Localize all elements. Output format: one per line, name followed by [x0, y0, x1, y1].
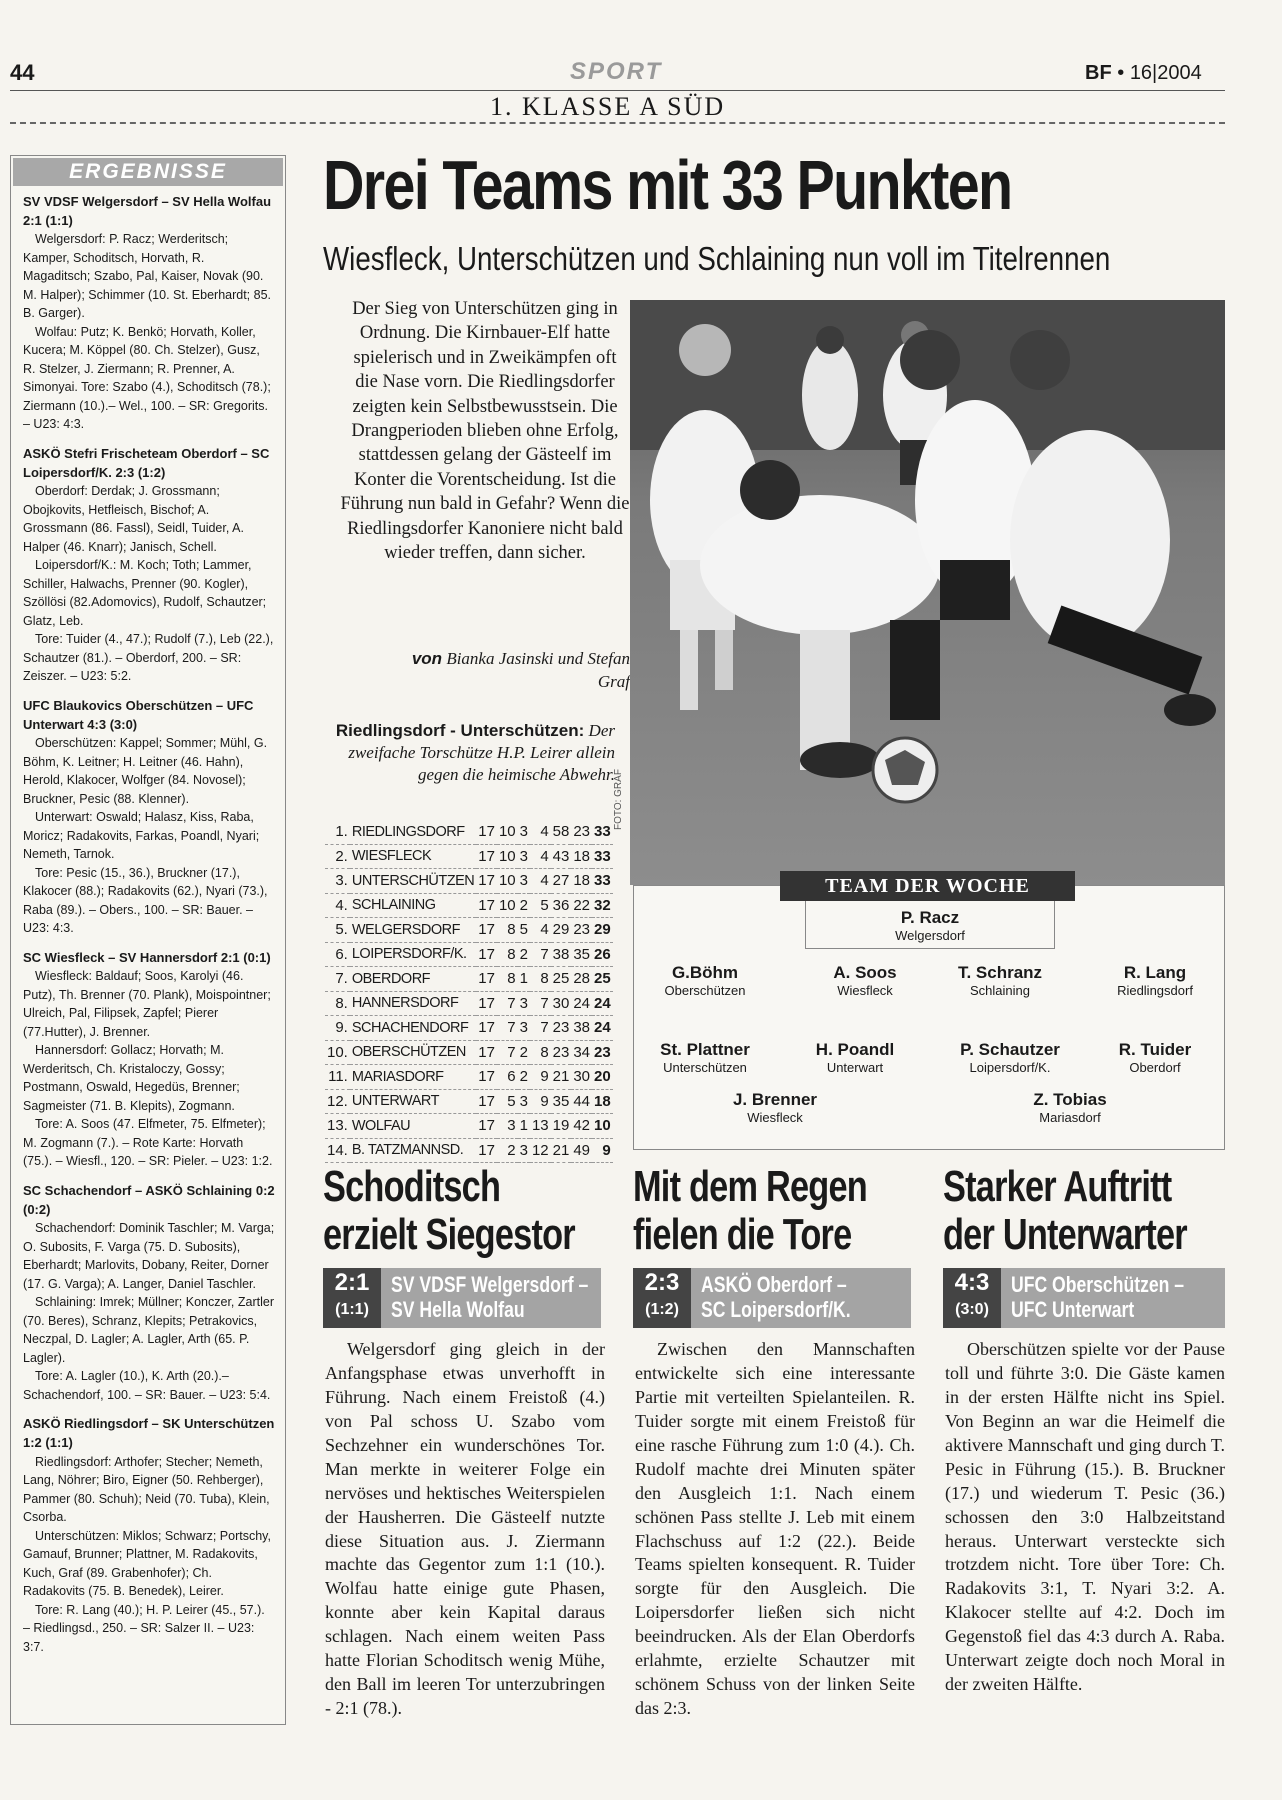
- table-row: [325, 942, 613, 967]
- standing-wins: 10: [497, 893, 518, 918]
- result-match: SC Wiesfleck – SV Hannersdorf 2:1 (0:1): [23, 949, 271, 965]
- result-lineup: Oberdorf: Derdak; J. Grossmann; Obojkovits, Hetfleisch, Bischof; A. Grossmann (86. Fassl), Seidl, Tuider, A. Halper (46. Knarr); Janisch, Schell.: [23, 484, 244, 554]
- standing-goals-against: 23: [571, 820, 592, 844]
- article-headline: der Unterwarter: [943, 1210, 1187, 1259]
- team-home: ASKÖ Oberdorf –: [701, 1272, 847, 1297]
- standing-team: B. TATZMANNSD.: [350, 1138, 476, 1163]
- final-score: [633, 1268, 691, 1328]
- standing-losses: 9: [530, 1065, 551, 1090]
- table-row: [325, 967, 613, 992]
- standing-points: 18: [592, 1089, 613, 1114]
- standing-draws: 1: [518, 1114, 530, 1139]
- standing-team: LOIPERSDORF/K.: [350, 942, 476, 967]
- standing-goals-for: 38: [551, 942, 572, 967]
- standing-position: 6.: [325, 942, 350, 967]
- standing-losses: 4: [530, 869, 551, 894]
- standing-team: WELGERSDORF: [350, 918, 476, 943]
- standing-points: 24: [592, 991, 613, 1016]
- player-name: A. Soos: [833, 963, 897, 982]
- standing-points: 33: [592, 820, 613, 844]
- table-row: [325, 1138, 613, 1163]
- player-name: P. Racz: [900, 908, 960, 927]
- score: 4:3: [954, 1269, 990, 1296]
- team-player: [985, 1090, 1155, 1125]
- standing-losses: 9: [530, 1089, 551, 1114]
- standing-draws: 3: [518, 1138, 530, 1163]
- result-block: [11, 440, 285, 692]
- standing-wins: 7: [497, 1016, 518, 1041]
- page-number: 44: [10, 60, 35, 85]
- team-player: [915, 963, 1085, 998]
- result-block: [11, 692, 285, 944]
- player-club: Mariasdorf: [1039, 1110, 1101, 1125]
- standing-wins: 8: [497, 918, 518, 943]
- table-row: [325, 1114, 613, 1139]
- player-name: R. Lang: [1123, 963, 1187, 982]
- standing-team: UNTERSCHÜTZEN: [350, 869, 476, 894]
- standing-team: UNTERWART: [350, 1089, 476, 1114]
- standing-points: 24: [592, 1016, 613, 1041]
- standing-played: 17: [476, 820, 497, 844]
- standing-losses: 8: [530, 967, 551, 992]
- standing-losses: 4: [530, 844, 551, 869]
- standing-played: 17: [476, 893, 497, 918]
- final-score: [323, 1268, 381, 1328]
- standing-team: SCHACHENDORF: [350, 1016, 476, 1041]
- standing-played: 17: [476, 1138, 497, 1163]
- standing-position: 13.: [325, 1114, 350, 1139]
- standing-goals-for: 29: [551, 918, 572, 943]
- result-lineup: Wiesfleck: Baldauf; Soos, Karolyi (46. Putz), Th. Brenner (70. Plank), Moispointner; Ulreich, Pal, Filipsek, Zapfel; Pierer (77.Hutter), J. Brenner.: [23, 969, 271, 1039]
- standing-played: 17: [476, 844, 497, 869]
- team-player: [620, 1040, 790, 1075]
- halftime-score: (1:1): [335, 1301, 369, 1318]
- result-lineup: Tore: A. Soos (47. Elfmeter, 75. Elfmeter); M. Zogmann (7.). – Rote Karte: Horvath (75.). – Wiesfl., 120. – SR: Pieler. – U23: 1:2.: [23, 1117, 273, 1169]
- standing-played: 17: [476, 942, 497, 967]
- standing-team: WOLFAU: [350, 1114, 476, 1139]
- publication-info: [1085, 62, 1202, 85]
- standing-goals-for: 23: [551, 1040, 572, 1065]
- standing-position: 5.: [325, 918, 350, 943]
- subheadline: Wiesfleck, Unterschützen und Schlaining nun voll im Titelrennen: [323, 240, 1111, 277]
- standing-draws: 3: [518, 869, 530, 894]
- player-name: R. Tuider: [1118, 1040, 1192, 1059]
- article-body: [635, 1338, 915, 1721]
- player-name: G.Böhm: [671, 963, 739, 982]
- standing-goals-for: 27: [551, 869, 572, 894]
- caption-match: Riedlingsdorf - Unterschützen:: [335, 721, 585, 740]
- player-club: Riedlingsdorf: [1117, 983, 1193, 998]
- standing-goals-for: 43: [551, 844, 572, 869]
- standing-draws: 2: [518, 1065, 530, 1090]
- result-match: UFC Blaukovics Oberschützen – UFC Unterwart 4:3 (3:0): [23, 697, 254, 733]
- standing-losses: 4: [530, 820, 551, 844]
- table-row: [325, 991, 613, 1016]
- result-block: [11, 188, 285, 440]
- standing-draws: 2: [518, 942, 530, 967]
- standing-points: 29: [592, 918, 613, 943]
- standing-played: 17: [476, 1040, 497, 1065]
- result-block: [11, 944, 285, 1177]
- standing-goals-for: 21: [551, 1138, 572, 1163]
- standing-draws: 5: [518, 918, 530, 943]
- standing-draws: 3: [518, 844, 530, 869]
- standing-team: OBERSCHÜTZEN: [350, 1040, 476, 1065]
- standing-played: 17: [476, 1089, 497, 1114]
- article-score-bar: [633, 1268, 911, 1328]
- standing-wins: 8: [497, 967, 518, 992]
- standing-goals-against: 28: [571, 967, 592, 992]
- standing-draws: 3: [518, 820, 530, 844]
- match-photo: [630, 300, 1225, 885]
- match-teams: [391, 1272, 588, 1322]
- player-name: P. Schautzer: [960, 1040, 1060, 1059]
- standing-draws: 3: [518, 1089, 530, 1114]
- result-lineup: Tore: A. Lagler (10.), K. Arth (20.).– Schachendorf, 100. – SR: Bauer. – U23: 5:4.: [23, 1369, 271, 1402]
- standing-goals-for: 58: [551, 820, 572, 844]
- header-dashed-rule: [10, 122, 1225, 124]
- result-lineup: Schlaining: Imrek; Müllner; Konczer, Zartler (70. Beres), Schranz, Klepits; Petrakovics, Neczpal, D. Lagler; A. Lagler, Arth (65. P. Lagler).: [23, 1295, 274, 1365]
- byline: [380, 648, 630, 694]
- standing-points: 32: [592, 893, 613, 918]
- standing-position: 7.: [325, 967, 350, 992]
- player-club: Oberdorf: [1129, 1060, 1181, 1075]
- standing-losses: 12: [530, 1138, 551, 1163]
- standing-played: 17: [476, 1114, 497, 1139]
- result-lineup: Unterschützen: Miklos; Schwarz; Portschy, Gamauf, Brunner; Plattner, M. Radakovits, Kuch, Graf (89. Grabenhofer); Ch. Radakovits (75. B. Benedek), Leirer.: [23, 1528, 271, 1599]
- table-row: [325, 918, 613, 943]
- result-lineup: Hannersdorf: Gollacz; Horvath; M. Werderitsch, Ch. Kristaloczy, Gossy; Postmann, Oswald, Hegedüs, Brenner; Sagmeister (71. B. Klepits), Zogmann.: [23, 1043, 240, 1113]
- player-club: Welgersdorf: [895, 928, 965, 943]
- team-away: UFC Unterwart: [1011, 1297, 1135, 1322]
- article-text: Zwischen den Mannschaften entwickelte sich eine interessante Partie mit verteilten Spielanteilen. R. Tuider sorgte mit einem Freistoß für eine rasche Führung zum 1:0 (4.). Ch. Rudolf machte drei Minuten später den Ausgleich 1:1. Nach einem schönen Pass stellte J. Leb mit einem Flachschuss auf 1:2 (22.). Beide Teams spielten konsequent. R. Tuider sorgte für den Ausgleich. Die Loipersdorfer ließen sich nicht beeindrucken. Als der Elan Oberdorfs erlahmte, erzielte Schautzer mit schönem Schuss von der linken Seite das 2:3.: [635, 1339, 915, 1719]
- standing-played: 17: [476, 869, 497, 894]
- table-row: [325, 1089, 613, 1114]
- standing-goals-against: 18: [571, 844, 592, 869]
- standing-wins: 7: [497, 1040, 518, 1065]
- standing-points: 25: [592, 967, 613, 992]
- standing-goals-against: 42: [571, 1114, 592, 1139]
- result-lineup: Tore: Pesic (15., 36.), Bruckner (17.), Klakocer (88.); Radakovits (62.), Nyari (73.), Raba (89.). – Obers., 100. – SR: Bauer. – U23: 4:3.: [23, 865, 268, 936]
- standing-position: 10.: [325, 1040, 350, 1065]
- article-body: [325, 1338, 605, 1721]
- standing-wins: 10: [497, 869, 518, 894]
- results-sidebar: [10, 155, 286, 1725]
- player-club: Loipersdorf/K.: [969, 1060, 1051, 1075]
- publication-name: BF: [1085, 62, 1112, 84]
- standing-wins: 8: [497, 942, 518, 967]
- final-score: [943, 1268, 1001, 1328]
- standing-draws: 3: [518, 991, 530, 1016]
- player-club: Unterschützen: [663, 1060, 747, 1075]
- standing-team: SCHLAINING: [350, 893, 476, 918]
- player-name: St. Plattner: [660, 1040, 750, 1059]
- standing-played: 17: [476, 1016, 497, 1041]
- standings-table: [325, 820, 613, 1163]
- standing-position: 8.: [325, 991, 350, 1016]
- result-lineup: Unterwart: Oswald; Halasz, Kiss, Raba, Moricz; Radakovits, Farkas, Poandl, Nyari; Nemeth, Tarnok.: [23, 810, 260, 862]
- table-row: [325, 869, 613, 894]
- table-row: [325, 820, 613, 844]
- halftime-score: (1:2): [645, 1301, 679, 1318]
- issue-number: 16|2004: [1129, 62, 1202, 84]
- standing-goals-against: 35: [571, 942, 592, 967]
- standing-draws: 1: [518, 967, 530, 992]
- standing-position: 2.: [325, 844, 350, 869]
- result-lineup: Loipersdorf/K.: M. Koch; Toth; Lammer, Schiller, Halwachs, Prenner (90. Kogler), Szöllösi (82.Adomovics), Rudolf, Schautzer; Glatz, Leb.: [23, 558, 267, 628]
- result-match: ASKÖ Stefri Frischeteam Oberdorf – SC Loipersdorf/K. 2:3 (1:2): [23, 445, 270, 481]
- standing-position: 4.: [325, 893, 350, 918]
- table-row: [325, 1016, 613, 1041]
- standing-goals-for: 21: [551, 1065, 572, 1090]
- standing-goals-for: 19: [551, 1114, 572, 1139]
- standing-points: 33: [592, 869, 613, 894]
- article-text: Welgersdorf ging gleich in der Anfangsphase etwas unverhofft in Führung. Nach einem Freistoß (4.) von Pal schoss U. Szabo vom Sechzehner ein wunderschönes Tor. Man merkte in weiterer Folge ein nervöses und hektisches Weiterspielen der Hausherren. Die Gästeelf nutzte diese Situation aus. J. Ziermann machte das Gegentor zum 1:1 (10.). Wolfau hatte einige gute Phasen, konnte aber kein Kapital daraus schlagen. Nach einem weiten Pass hatte Florian Schoditsch wenig Mühe, den Ball im leeren Tor unterzubringen - 2:1 (78.).: [325, 1339, 605, 1719]
- byline-prefix: von: [411, 649, 443, 668]
- team-player: [1070, 963, 1240, 998]
- standing-team: MARIASDORF: [350, 1065, 476, 1090]
- player-club: Wiesfleck: [747, 1110, 803, 1125]
- result-lineup: Wolfau: Putz; K. Benkö; Horvath, Koller, Kucera; M. Köppel (80. Ch. Stelzer), Gusz, R. Stelzer, J. Ziermann; R. Prenner, A. Simonyai. Tore: Szabo (4.), Schoditsch (78.); Ziermann (10.).– Wel., 100. – SR: Gregorits. – U23: 4:3.: [23, 324, 271, 432]
- result-match: ASKÖ Riedlingsdorf – SK Unterschützen 1:2 (1:1): [23, 1416, 275, 1451]
- standing-losses: 7: [530, 942, 551, 967]
- article-text: Oberschützen spielte vor der Pause toll und führte 3:0. Die Gäste kamen in der ersten Hälfte nicht ins Spiel. Von Beginn an war die Heimelf die aktivere Mannschaft und ging durch T. Pesic in Führung (15.). B. Bruckner (17.) und wiederum T. Pesic (36.) schossen den 3:0 Halbzeitstand heraus. Unterwart versteckte sich trotzdem nicht. Tore über Tore: Ch. Radakovits 3:1, T. Nyari 3:2. A. Klakocer stellte auf 4:2. Doch im Gegenstoß fiel das 4:3 durch A. Raba. Unterwart zeigte doch noch Moral in der zweiten Hälfte.: [945, 1339, 1225, 1695]
- result-lineup: Schachendorf: Dominik Taschler; M. Varga; O. Subosits, F. Varga (75. D. Subosits), Eberhardt; Marlovits, Dobany, Reiter, Dorner (17. G. Varga); A. Langer, Daniel Taschler.: [23, 1221, 275, 1291]
- standing-draws: 2: [518, 1040, 530, 1065]
- standing-points: 9: [592, 1138, 613, 1163]
- article-headline: erzielt Siegestor: [323, 1210, 575, 1259]
- match-teams: [701, 1272, 851, 1322]
- standing-played: 17: [476, 991, 497, 1016]
- standing-losses: 4: [530, 918, 551, 943]
- standing-team: HANNERSDORF: [350, 991, 476, 1016]
- result-lineup: Welgersdorf: P. Racz; Werderitsch; Kamper, Schoditsch, Horvath, R. Magaditsch; Szabo, Pal, Kaiser, Novak (90. M. Halper); Schimmer (10. St. Eberhardt; 85. B. Garger).: [23, 232, 272, 321]
- article-headline: fielen die Tore: [633, 1210, 852, 1259]
- standing-losses: 5: [530, 893, 551, 918]
- team-player: [1070, 1040, 1240, 1075]
- standing-position: 1.: [325, 820, 350, 844]
- team-player: [770, 1040, 940, 1075]
- player-club: Wiesfleck: [837, 983, 893, 998]
- standing-position: 14.: [325, 1138, 350, 1163]
- standing-goals-against: 34: [571, 1040, 592, 1065]
- standing-goals-for: 35: [551, 1089, 572, 1114]
- standing-wins: 2: [497, 1138, 518, 1163]
- standing-team: OBERDORF: [350, 967, 476, 992]
- article-headline: Starker Auftritt: [943, 1162, 1172, 1211]
- standing-goals-against: 38: [571, 1016, 592, 1041]
- result-lineup: Tore: Tuider (4., 47.); Rudolf (7.), Leb (22.), Schautzer (81.). – Oberdorf, 200. – SR: Zeiszer. – U23: 5:2.: [23, 632, 274, 684]
- table-row: [325, 1040, 613, 1065]
- standing-goals-for: 30: [551, 991, 572, 1016]
- standing-losses: 7: [530, 991, 551, 1016]
- team-away: SV Hella Wolfau: [391, 1297, 525, 1322]
- result-lineup: Riedlingsdorf: Arthofer; Stecher; Nemeth, Lang, Nöhrer; Biro, Eigner (50. Rehberger), Pammer (80. Schuh); Neid (70. Tuba), Klein, Csorba.: [23, 1454, 270, 1525]
- standing-points: 26: [592, 942, 613, 967]
- result-lineup: Tore: R. Lang (40.); H. P. Leirer (45., 57.). – Riedlingsd., 250. – SR: Salzer II. – U23: 3:7.: [23, 1602, 265, 1654]
- score: 2:3: [644, 1269, 680, 1296]
- standing-goals-for: 23: [551, 1016, 572, 1041]
- standing-goals-for: 25: [551, 967, 572, 992]
- standing-team: RIEDLINGSDORF: [350, 820, 476, 844]
- player-name: H. Poandl: [815, 1040, 895, 1059]
- caption-text: Der zweifache Torschütze H.P. Leirer allein gegen die heimische Abwehr.: [348, 721, 615, 785]
- standing-position: 11.: [325, 1065, 350, 1090]
- results-list: [11, 188, 285, 1662]
- publication-separator: •: [1117, 62, 1125, 84]
- player-club: Unterwart: [826, 1060, 884, 1075]
- player-club: Schlaining: [970, 983, 1030, 998]
- photo-credit: FOTO: GRAF: [613, 769, 624, 830]
- standings-body: [325, 820, 613, 1163]
- standing-wins: 3: [497, 1114, 518, 1139]
- standing-goals-against: 30: [571, 1065, 592, 1090]
- standing-losses: 7: [530, 1016, 551, 1041]
- league-title: 1. KLASSE A SÜD: [490, 92, 726, 121]
- table-row: [325, 844, 613, 869]
- standing-draws: 3: [518, 1016, 530, 1041]
- standing-points: 23: [592, 1040, 613, 1065]
- standing-losses: 13: [530, 1114, 551, 1139]
- standing-wins: 5: [497, 1089, 518, 1114]
- standing-played: 17: [476, 1065, 497, 1090]
- lead-paragraph: Der Sieg von Unterschützen ging in Ordnung. Die Kirnbauer-Elf hatte spielerisch und in Zweikämpfen oft die Nase vorn. Die Riedlingsdorfer zeigten kein Selbstbewusstsein. Die Drangperioden blieben ohne Erfolg, stattdessen gelang der Gästeelf im Konter die Vorentscheidung. Ist die Führung nun bald in Gefahr? Wenn die Riedlingsdorfer Kanoniere nicht bald wieder treffen, dann sicher.: [340, 299, 630, 564]
- result-lineup: Oberschützen: Kappel; Sommer; Mühl, G. Böhm, K. Leitner; H. Leitner (46. Hahn), Herold, Klakocer, Wolfger (84. Novosel); Bruckner, Pesic (88. Klenner).: [23, 736, 268, 806]
- result-block: [11, 1177, 285, 1410]
- byline-authors: Bianka Jasinski und Stefan Graf: [446, 649, 630, 691]
- standing-goals-against: 18: [571, 869, 592, 894]
- team-of-week-title: TEAM DER WOCHE: [780, 871, 1075, 901]
- table-row: [325, 893, 613, 918]
- team-player: [620, 963, 790, 998]
- article-score-bar: [323, 1268, 601, 1328]
- standing-wins: 10: [497, 820, 518, 844]
- standing-position: 3.: [325, 869, 350, 894]
- match-teams: [1011, 1272, 1184, 1322]
- standing-wins: 7: [497, 991, 518, 1016]
- standing-position: 9.: [325, 1016, 350, 1041]
- standing-team: WIESFLECK: [350, 844, 476, 869]
- table-row: [325, 1065, 613, 1090]
- standing-losses: 8: [530, 1040, 551, 1065]
- photo-caption: [325, 720, 615, 786]
- article-headline: Schoditsch: [323, 1162, 501, 1211]
- player-name: T. Schranz: [957, 963, 1043, 982]
- team-player: [845, 908, 1015, 943]
- player-name: Z. Tobias: [1033, 1090, 1107, 1109]
- player-club: Oberschützen: [664, 983, 746, 998]
- result-block: [11, 1410, 285, 1662]
- standing-goals-against: 24: [571, 991, 592, 1016]
- standing-played: 17: [476, 967, 497, 992]
- standing-goals-against: 49: [571, 1138, 592, 1163]
- standing-played: 17: [476, 918, 497, 943]
- result-match: SC Schachendorf – ASKÖ Schlaining 0:2 (0:2): [23, 1182, 275, 1217]
- standing-points: 33: [592, 844, 613, 869]
- team-away: SC Loipersdorf/K.: [701, 1297, 851, 1322]
- team-home: UFC Oberschützen –: [1011, 1272, 1185, 1297]
- standing-goals-for: 36: [551, 893, 572, 918]
- score: 2:1: [334, 1269, 370, 1296]
- standing-goals-against: 23: [571, 918, 592, 943]
- player-name: J. Brenner: [732, 1090, 818, 1109]
- standing-goals-against: 22: [571, 893, 592, 918]
- standing-goals-against: 44: [571, 1089, 592, 1114]
- header-rule: [10, 90, 1225, 91]
- headline: Drei Teams mit 33 Punkten: [323, 146, 1012, 224]
- article-headline: Mit dem Regen: [633, 1162, 867, 1211]
- standing-points: 10: [592, 1114, 613, 1139]
- halftime-score: (3:0): [955, 1301, 989, 1318]
- article-body: [945, 1338, 1225, 1697]
- article-score-bar: [943, 1268, 1225, 1328]
- team-home: SV VDSF Welgersdorf –: [391, 1272, 589, 1297]
- standing-wins: 6: [497, 1065, 518, 1090]
- result-match: SV VDSF Welgersdorf – SV Hella Wolfau 2:1 (1:1): [23, 194, 272, 229]
- standing-position: 12.: [325, 1089, 350, 1114]
- team-player: [690, 1090, 860, 1125]
- standing-points: 20: [592, 1065, 613, 1090]
- section-title: SPORT: [570, 58, 663, 85]
- standing-draws: 2: [518, 893, 530, 918]
- sidebar-title: ERGEBNISSE: [13, 158, 283, 186]
- standing-wins: 10: [497, 844, 518, 869]
